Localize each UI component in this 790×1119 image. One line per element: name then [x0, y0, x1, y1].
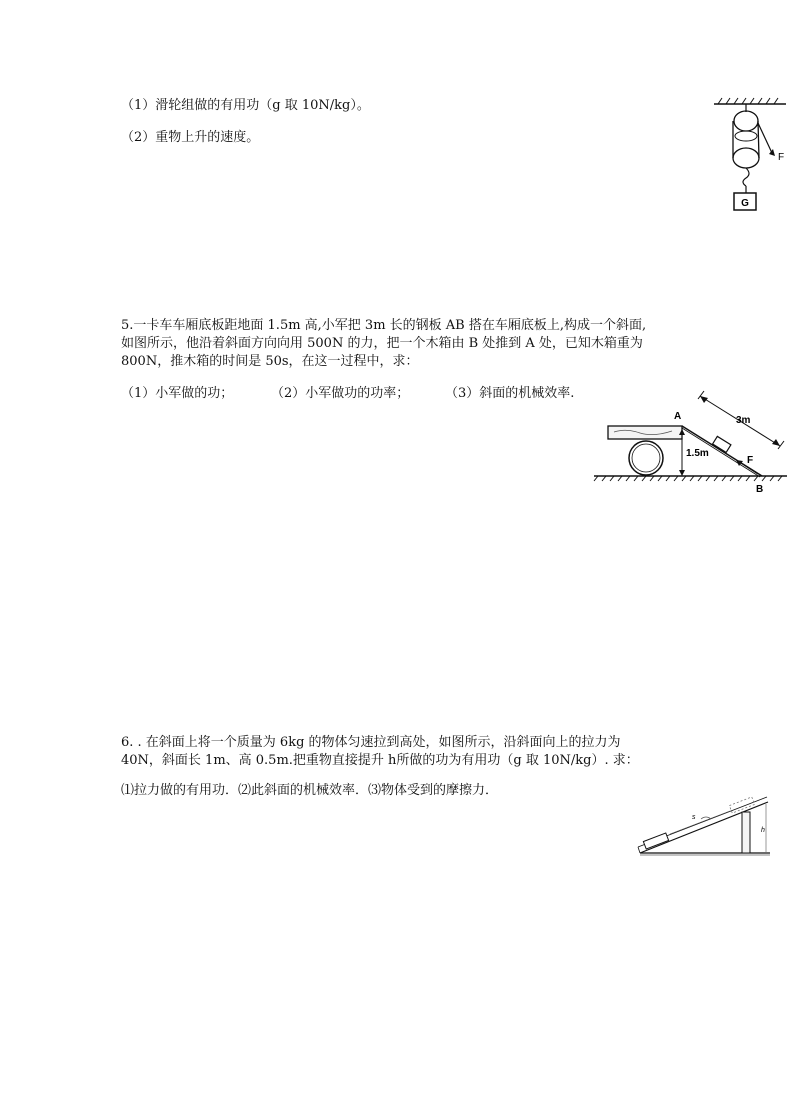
q4-part2: （2）重物上升的速度。	[121, 130, 260, 145]
q6-line2: 40N，斜面长 1m、高 0.5m.把重物直接提升 h所做的功为有用功（g 取 10N/kg）. 求：	[121, 753, 639, 768]
incline-label-a: A	[674, 411, 682, 422]
incline-s-label: s	[692, 814, 696, 821]
q5-line3: 800N，推木箱的时间是 50s，在这一过程中，求：	[121, 354, 419, 369]
incline-label-f: F	[747, 455, 754, 466]
incline-label-length: 3m	[736, 415, 751, 426]
q6-parts: ⑴拉力做的有用功．⑵此斜面的机械效率．⑶物体受到的摩擦力．	[121, 783, 499, 798]
incline-block-figure	[630, 792, 780, 862]
pulley-figure	[712, 96, 790, 216]
weight-label-g: G	[741, 198, 749, 209]
q5-line2: 如图所示，他沿着斜面方向向用 500N 的力，把一个木箱由 B 处推到 A 处，已知木箱重为	[121, 336, 643, 351]
q5-line1: 5.一卡车车厢底板距地面 1.5m 高,小军把 3m 长的钢板 AB 搭在车厢底板上,构成一个斜面,	[121, 318, 647, 333]
incline-label-height: 1.5m	[686, 448, 709, 459]
q5-part2: （2）小军做功的功率；	[271, 386, 410, 401]
incline-label-b: B	[756, 484, 764, 495]
q6-line1: 6. . 在斜面上将一个质量为 6kg 的物体匀速拉到高处，如图所示，沿斜面向上的拉力为	[121, 735, 621, 750]
incline-h-label: h	[761, 827, 765, 834]
q5-part1: （1）小军做的功；	[121, 386, 234, 401]
pulley-label-f: F	[778, 152, 785, 163]
q5-part3: （3）斜面的机械效率.	[445, 386, 575, 401]
incline-truck-figure	[592, 388, 790, 498]
q4-part1: （1）滑轮组做的有用功（g 取 10N/kg）。	[121, 98, 370, 113]
